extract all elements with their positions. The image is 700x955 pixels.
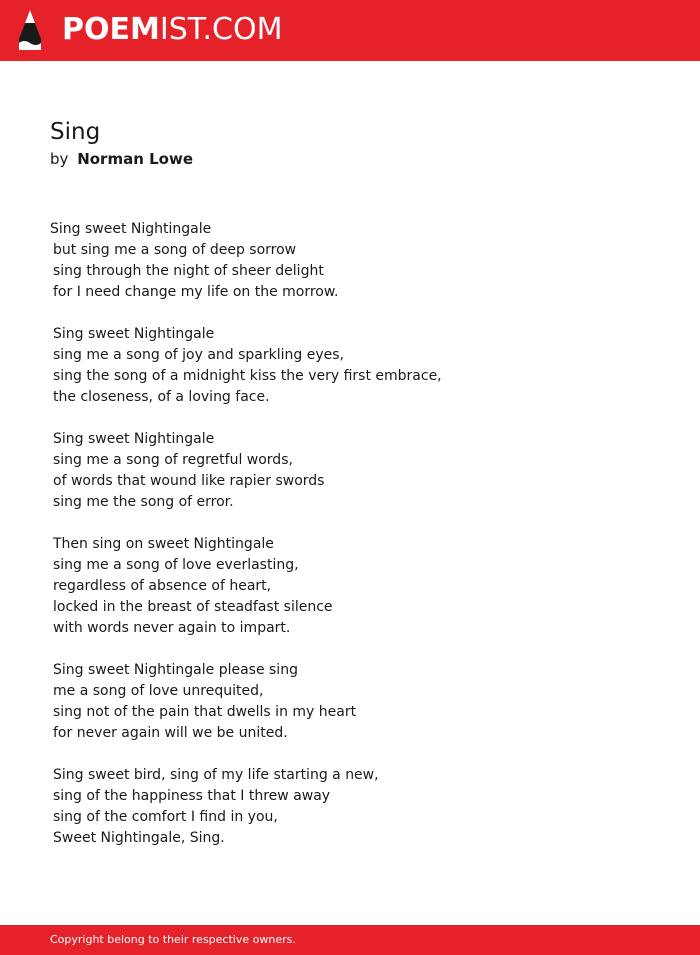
copyright-text: Copyright belong to their respective owners. xyxy=(50,933,296,946)
poem-line: sing the song of a midnight kiss the very first embrace, xyxy=(53,368,442,384)
poem-line: with words never again to impart. xyxy=(53,620,291,636)
byline xyxy=(50,149,193,169)
brand-bold: POEM xyxy=(62,12,160,47)
stanza-5 xyxy=(50,660,670,744)
poem-line: of words that wound like rapier swords xyxy=(53,473,325,489)
poem-line: sing of the comfort I find in you, xyxy=(53,809,278,825)
poem-body xyxy=(50,219,670,870)
site-header xyxy=(0,0,700,61)
poem-line: sing me a song of joy and sparkling eyes, xyxy=(53,347,344,363)
stanza-1 xyxy=(50,219,670,303)
poem-line: Sing sweet Nightingale xyxy=(53,326,215,342)
poem-title: Sing xyxy=(50,119,101,145)
poem-line: Sing sweet bird, sing of my life starting a new, xyxy=(53,767,379,783)
poem-line: sing not of the pain that dwells in my heart xyxy=(53,704,357,720)
poem-line: sing me a song of love everlasting, xyxy=(53,557,299,573)
by-label: by xyxy=(50,150,69,168)
poem-line: the closeness, of a loving face. xyxy=(53,389,270,405)
poem-line: sing me a song of regretful words, xyxy=(53,452,293,468)
poem-line: Sing sweet Nightingale xyxy=(50,221,212,237)
poem-line: Sing sweet Nightingale xyxy=(53,431,215,447)
pencil-tip-icon[interactable] xyxy=(18,9,42,51)
stanza-6 xyxy=(50,765,670,849)
poem-line: locked in the breast of steadfast silence xyxy=(53,599,333,615)
poem-line: regardless of absence of heart, xyxy=(53,578,272,594)
site-footer xyxy=(0,925,700,955)
poem-line: but sing me a song of deep sorrow xyxy=(53,242,297,258)
poem-line: for never again will we be united. xyxy=(53,725,288,741)
author-name: Norman Lowe xyxy=(77,150,193,168)
poem-line: Sing sweet Nightingale please sing xyxy=(53,662,298,678)
poem-line: for I need change my life on the morrow. xyxy=(53,284,339,300)
poem-line: sing of the happiness that I threw away xyxy=(53,788,331,804)
site-logo-text[interactable] xyxy=(62,12,282,48)
stanza-4 xyxy=(50,534,670,639)
poem-line: me a song of love unrequited, xyxy=(53,683,264,699)
stanza-3 xyxy=(50,429,670,513)
poem-line: Sweet Nightingale, Sing. xyxy=(53,830,225,846)
brand-light: IST.COM xyxy=(159,12,283,47)
poem-line: sing me the song of error. xyxy=(53,494,234,510)
poem-line: Then sing on sweet Nightingale xyxy=(53,536,274,552)
poem-line: sing through the night of sheer delight xyxy=(53,263,324,279)
stanza-2 xyxy=(50,324,670,408)
